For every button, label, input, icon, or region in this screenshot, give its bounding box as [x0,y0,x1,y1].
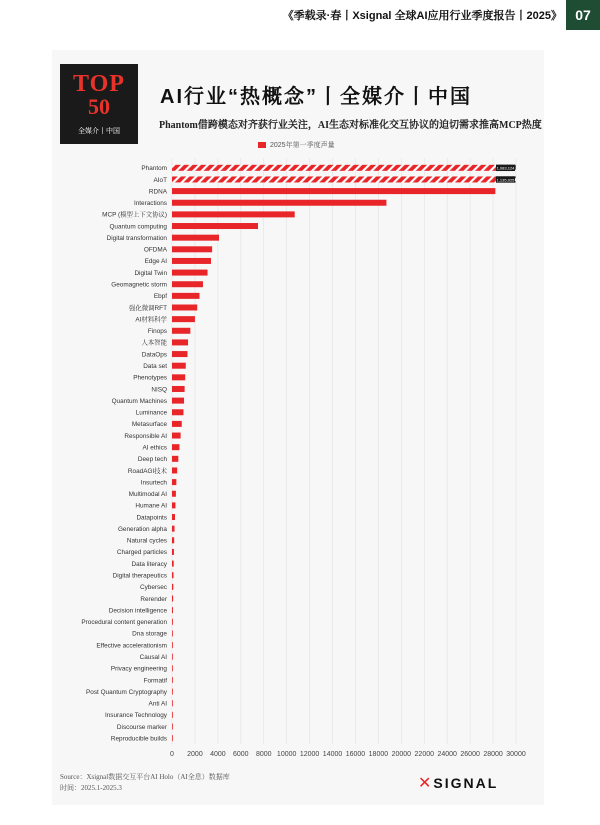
bar [172,677,173,683]
x-mark-icon: ✕ [418,775,434,792]
bar [172,328,190,334]
top50-badge [60,64,138,144]
chart-title: AI行业“热概念”丨全媒介丨中国 [160,86,472,108]
category-label: Post Quantum Cryptography [86,688,167,696]
chart-legend [258,140,335,150]
bar [172,165,516,171]
report-header: 《季载录·春丨Xsignal 全球AI应用行业季度报告丨2025》 [282,10,562,22]
bar [172,549,174,555]
bar [172,735,173,741]
bar [172,246,212,252]
bar [172,724,173,730]
bar [172,223,258,229]
bar [172,386,185,392]
bar [172,572,173,578]
bar-chart [60,150,530,760]
bar [172,316,195,322]
bar [172,596,173,602]
category-label: Luminance [135,409,167,417]
bar [172,654,173,660]
category-label: Datapoints [136,514,167,522]
category-label: Insurtech [140,479,167,487]
category-label: Deep tech [137,456,167,464]
bar [172,398,184,404]
bar [172,351,187,357]
category-label: Finops [147,328,167,336]
bar [172,293,200,299]
bar [172,200,386,206]
bar [172,491,176,497]
bar [172,211,295,217]
bar [172,689,173,695]
x-tick-label: 28000 [483,751,503,758]
brand-logo [418,773,498,793]
bar [172,305,197,311]
category-label: Data literacy [131,560,167,568]
category-label: Discourse marker [116,723,167,731]
data-label: 1,135,025 [496,177,515,183]
bar [172,619,173,625]
bar [172,258,211,264]
bar [172,700,173,706]
category-label: Humane AI [135,502,167,510]
badge-subtitle: 全媒介丨中国 [78,128,120,135]
category-label: Multimodal AI [128,491,167,499]
category-label: Digital transformation [106,234,167,242]
bar [172,456,178,462]
category-label: Phantom [141,165,167,173]
bar [172,561,174,567]
category-label: Rerender [140,595,167,603]
bar [172,339,188,345]
x-tick-label: 24000 [437,751,457,758]
brand-name: SIGNAL [433,775,499,791]
bar [172,374,185,380]
category-label: OFDMA [143,246,167,254]
bar [172,270,208,276]
category-label: Privacy engineering [110,665,167,673]
category-label: Metasurface [131,421,167,429]
bar [172,502,175,508]
bar [172,409,183,415]
category-label: AIoT [153,176,167,184]
category-label: DataOps [141,351,167,359]
category-label: Edge AI [144,258,167,266]
bar [172,584,173,590]
source-note [60,772,230,794]
bar [172,421,182,427]
category-label: Digital Twin [134,269,167,277]
category-label: Digital therapeutics [112,572,167,580]
category-label: Charged particles [116,549,167,557]
category-label: NISQ [151,386,167,394]
x-tick-label: 8000 [255,751,272,758]
bar [172,433,181,439]
bar [172,607,173,613]
x-tick-label: 4000 [210,751,226,758]
category-label: Interactions [133,200,167,208]
x-tick-label: 26000 [460,751,480,758]
bar [172,281,203,287]
category-label: Phenotypes [133,374,167,382]
top-bar [0,0,600,30]
data-label: 1,083,124 [496,165,515,171]
bar [172,188,495,194]
category-label: Anti AI [148,700,167,708]
x-tick-label: 0 [170,751,174,758]
category-label: Procedural content generation [81,619,167,627]
legend-label: 2025年第一季度声量 [270,142,335,149]
bar [172,514,175,520]
badge-top: TOP [73,71,125,97]
x-tick-label: 22000 [414,751,435,758]
category-label: 人本智能 [141,339,167,347]
category-label: RDNA [148,188,167,196]
category-label: Natural cycles [126,537,167,545]
category-label: Decision intelligence [108,607,167,615]
page-number: 07 [566,0,600,30]
x-tick-label: 10000 [276,751,297,758]
badge-number: 50 [88,94,110,119]
category-label: Effective accelerationism [96,642,167,650]
category-label: Generation alpha [117,525,167,533]
legend-swatch [258,142,266,148]
category-label: Ebpf [153,293,167,301]
x-tick-label: 14000 [322,751,343,758]
category-label: AI ethics [142,444,167,452]
category-label: Causal AI [139,654,167,661]
chart-subtitle: Phantom借跨模态对齐获行业关注，AI生态对标准化交互协议的迫切需求推高MCP热度 [159,120,542,131]
category-label: Responsible AI [124,432,167,440]
category-label: Data set [143,363,167,370]
category-label: RoadAGI技术 [127,467,167,475]
x-tick-label: 12000 [299,751,320,758]
category-label: Quantum Machines [111,397,167,405]
category-label: Dna storage [132,630,167,638]
bar [172,526,175,532]
bar [172,363,186,369]
x-tick-label: 30000 [506,751,526,758]
category-label: MCP (模型上下文协议) [102,211,167,219]
x-tick-label: 2000 [187,751,203,758]
bar [172,444,179,450]
bar [172,642,173,648]
category-label: Quantum computing [109,223,167,231]
category-label: 强化微调RFT [129,304,167,312]
bar [172,467,177,473]
x-tick-label: 18000 [368,751,389,758]
category-label: Formatif [143,677,167,685]
x-tick-label: 16000 [345,751,366,758]
bar [172,479,176,485]
source-line: Source：Xsignal数据交互平台AI Holo（AI全息）数据库 [60,773,230,781]
bar [172,176,516,182]
bar [172,630,173,636]
bar [172,665,173,671]
bar [172,235,219,241]
x-tick-label: 6000 [233,751,249,758]
category-label: Geomagnetic storm [111,281,167,289]
category-label: AI材料科学 [135,316,167,324]
bar [172,537,174,543]
category-label: Cybersec [140,584,167,592]
source-time: 时间：2025.1-2025.3 [60,784,122,792]
bar [172,712,173,718]
category-label: Reproducible builds [110,735,167,743]
x-tick-label: 20000 [391,751,412,758]
category-label: Insurance Technology [104,712,167,720]
